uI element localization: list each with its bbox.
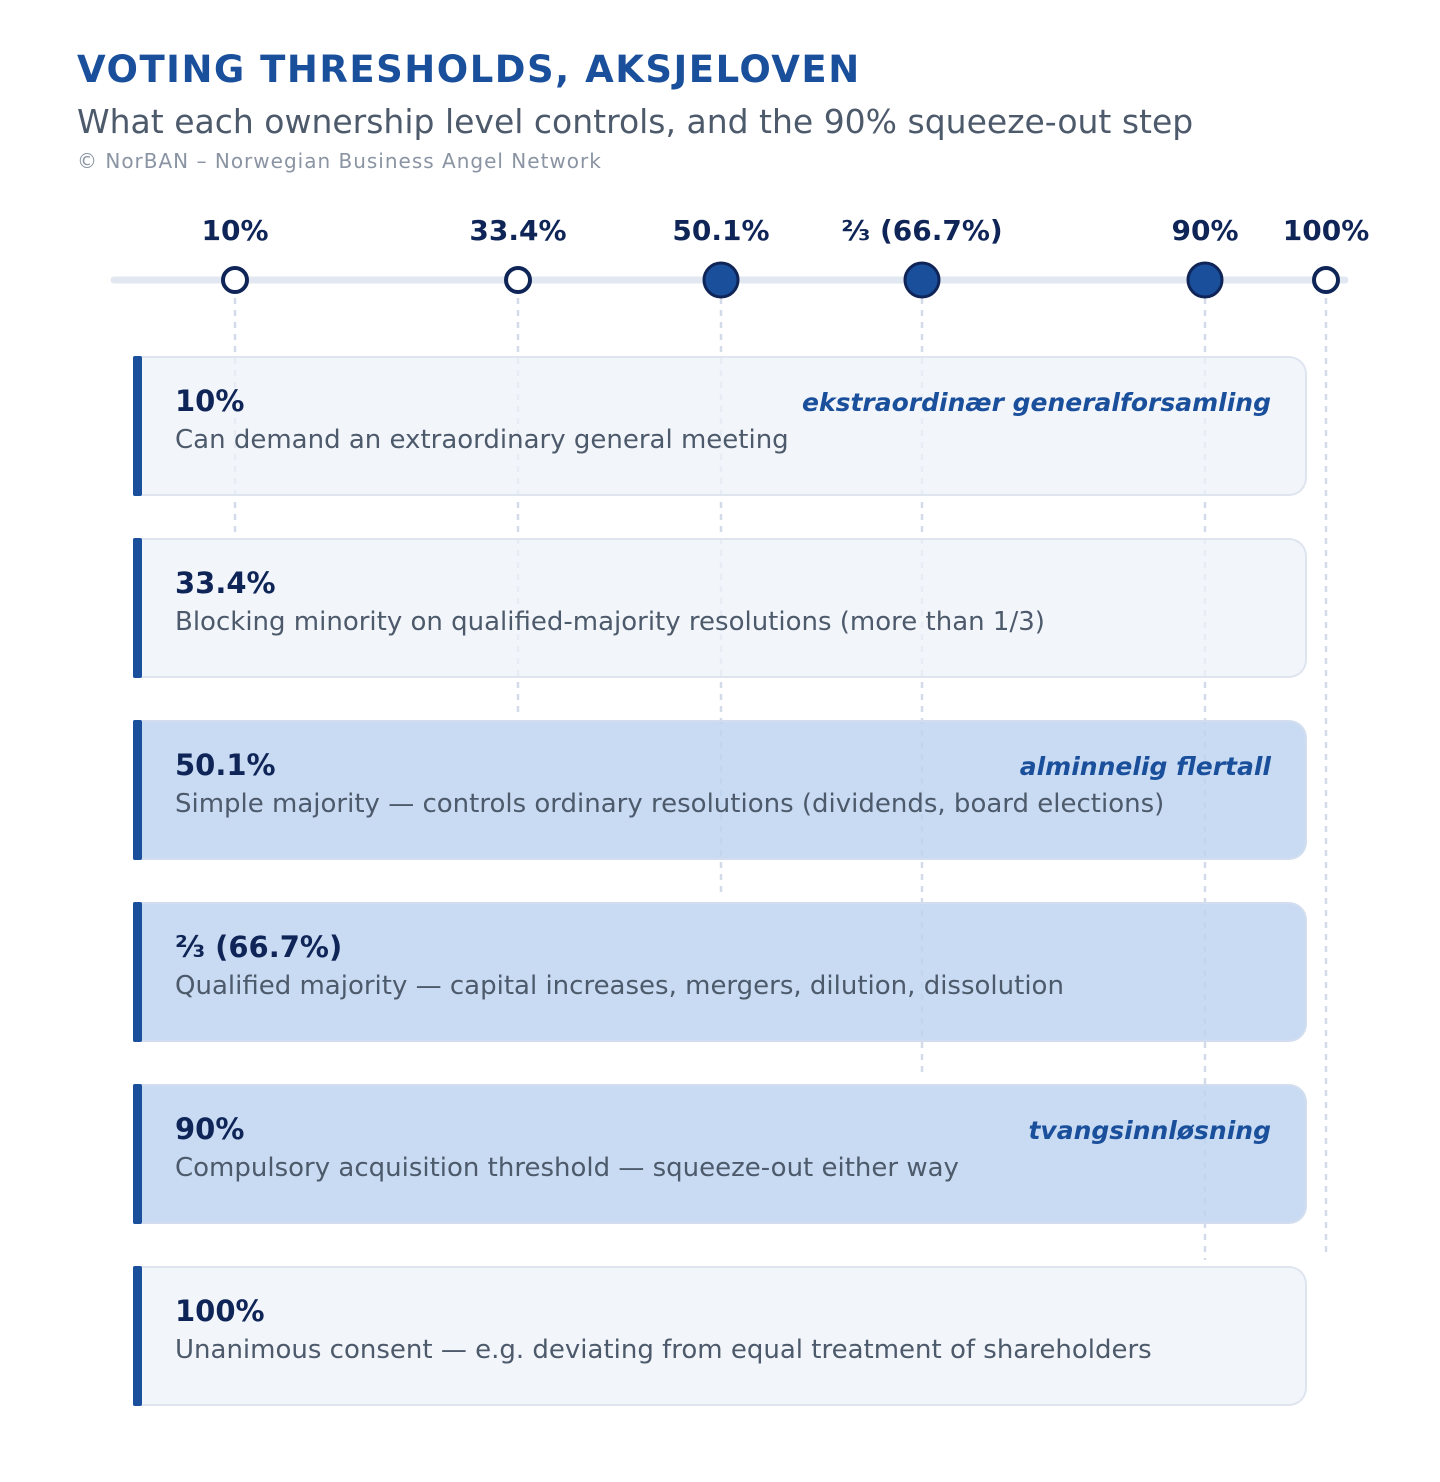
card-description: Qualified majority — capital increases, mergers, dilution, dissolution: [175, 971, 1064, 1001]
page-title: VOTING THRESHOLDS, AKSJELOVEN: [77, 48, 861, 91]
card-threshold-label: 33.4%: [175, 566, 276, 600]
card-accent-bar: [133, 1084, 142, 1224]
card-threshold-label: 90%: [175, 1112, 245, 1146]
threshold-card: [133, 902, 1307, 1042]
card-description: Unanimous consent — e.g. deviating from equal treatment of shareholders: [175, 1335, 1152, 1365]
threshold-tick-label: 33.4%: [469, 214, 567, 247]
card-threshold-label: 10%: [175, 384, 245, 418]
card-norwegian-term: tvangsinnløsning: [1028, 1116, 1271, 1145]
card-norwegian-term: alminnelig flertall: [1019, 752, 1271, 781]
card-description: Compulsory acquisition threshold — squeeze-out either way: [175, 1153, 959, 1183]
threshold-marker: [1188, 263, 1222, 297]
header: [77, 48, 1400, 174]
threshold-marker: [506, 268, 530, 292]
threshold-tick-label: 100%: [1282, 214, 1370, 247]
threshold-tick-label: 50.1%: [672, 214, 770, 247]
card-description: Can demand an extraordinary general meeting: [175, 425, 789, 455]
threshold-card: [133, 1084, 1307, 1224]
threshold-tick-label: 10%: [201, 214, 269, 247]
card-threshold-label: ⅔ (66.7%): [175, 930, 343, 964]
card-description: Blocking minority on qualified-majority resolutions (more than 1/3): [175, 607, 1045, 637]
page-subtitle: What each ownership level controls, and the 90% squeeze-out step: [77, 102, 1194, 141]
threshold-card: [133, 720, 1307, 860]
card-accent-bar: [133, 720, 142, 860]
threshold-marker: [223, 268, 247, 292]
threshold-marker: [905, 263, 939, 297]
threshold-tick-label: 90%: [1171, 214, 1239, 247]
card-description: Simple majority — controls ordinary resolutions (dividends, board elections): [175, 789, 1165, 819]
card-accent-bar: [133, 902, 142, 1042]
card-accent-bar: [133, 538, 142, 678]
credit-line: © NorBAN – Norwegian Business Angel Network: [77, 149, 602, 173]
threshold-tick-label: ⅔ (66.7%): [841, 214, 1003, 247]
card-threshold-label: 50.1%: [175, 748, 276, 782]
card-norwegian-term: ekstraordinær generalforsamling: [802, 388, 1271, 417]
threshold-card: [133, 538, 1307, 678]
card-accent-bar: [133, 356, 142, 496]
card-threshold-label: 100%: [175, 1294, 265, 1328]
threshold-card: [133, 356, 1307, 496]
threshold-marker: [704, 263, 738, 297]
threshold-card: [133, 1266, 1307, 1406]
threshold-marker: [1314, 268, 1338, 292]
card-accent-bar: [133, 1266, 142, 1406]
